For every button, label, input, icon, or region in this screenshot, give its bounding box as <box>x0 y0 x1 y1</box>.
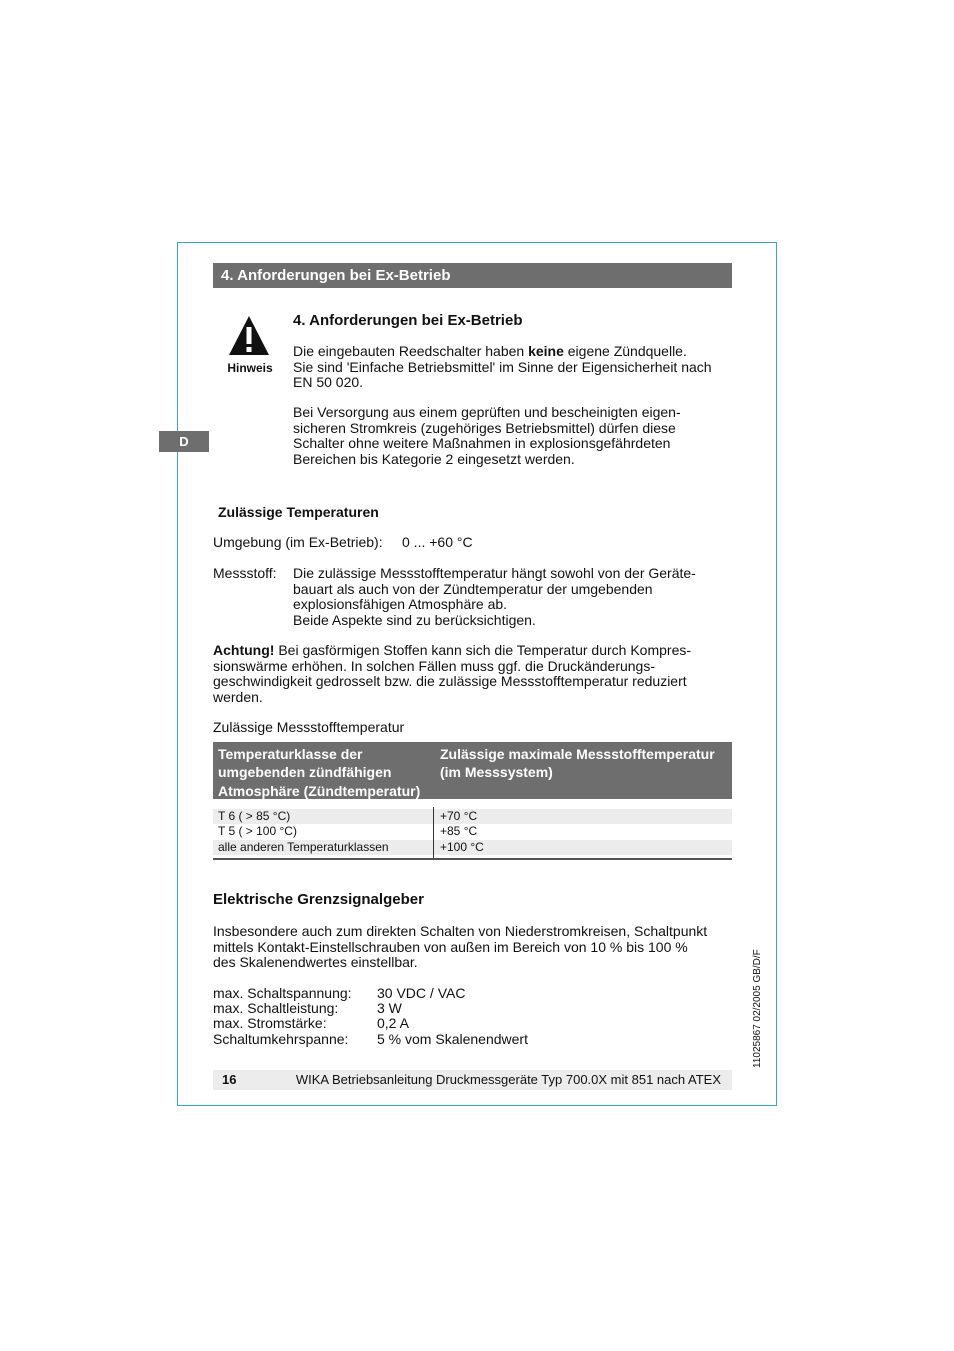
table-column-divider <box>433 807 434 859</box>
medium-text: Die zulässige Messstofftemperatur hängt sowohl von der Geräte- bauart als auch von der Zündtemperatur der umgebenden explosionsfähigen Atmosphäre ab. Beide Aspekte sind zu berücksichtigen. <box>293 565 696 628</box>
warning-icon <box>228 314 270 356</box>
attention-paragraph: Achtung! Bei gasförmigen Stoffen kann sich die Temperatur durch Kompres- sionswärme erhöhen. In solchen Fällen muss ggf. die Druckänderungs- geschwindigkeit gedrosselt bzw. die zulässige Messstofftemperatur reduziert werden. <box>213 642 692 705</box>
table-row: T 5 ( > 100 °C) +85 °C <box>218 824 478 838</box>
table-row: alle anderen Temperaturklassen +100 °C <box>213 840 732 855</box>
section-header: 4. Anforderungen bei Ex-Betrieb <box>213 263 732 288</box>
medium-label: Messstoff: <box>213 565 277 581</box>
table-header <box>213 742 732 799</box>
footer-title: WIKA Betriebsanleitung Druckmessgeräte Typ 700.0X mit 851 nach ATEX <box>295 1072 721 1087</box>
table-caption: Zulässige Messstofftemperatur <box>213 719 405 735</box>
ambient-value: 0 ... +60 °C <box>402 534 473 550</box>
table-bottom-rule <box>213 858 732 860</box>
temps-heading: Zulässige Temperaturen <box>218 504 379 520</box>
hint-paragraph-1: Die eingebauten Reedschalter haben keine eigene Zündquelle. Sie sind 'Einfache Betriebsmittel' im Sinne der Eigensicherheit nach EN 50 020. <box>293 343 712 390</box>
page-number: 16 <box>222 1072 237 1087</box>
hint-label: Hinweis <box>227 361 273 375</box>
table-header-col-class: Temperaturklasse der umgebenden zündfähigen Atmosphäre (Zündtemperatur) <box>218 746 421 799</box>
signal-heading: Elektrische Grenzsignalgeber <box>213 891 424 908</box>
document-code: 11025867 02/2005 GB/D/F <box>752 949 763 1068</box>
ambient-label: Umgebung (im Ex-Betrieb): <box>213 534 383 550</box>
language-tab[interactable]: D <box>159 431 209 452</box>
signal-paragraph: Insbesondere auch zum direkten Schalten von Niederstromkreisen, Schaltpunkt mittels Kontakt-Einstellschrauben von außen im Bereich von 10 % bis 100 % des Skalenendwertes einstellbar. <box>213 923 708 970</box>
page-footer <box>213 1070 732 1090</box>
table-header-col-max: Zulässige maximale Messstofftemperatur (im Messsystem) <box>440 746 715 780</box>
hint-heading: 4. Anforderungen bei Ex-Betrieb <box>293 312 523 329</box>
table-row: T 6 ( > 85 °C) +70 °C <box>213 809 732 824</box>
switch-limits: max. Schaltspannung: 30 VDC / VAC max. Schaltleistung: 3 W max. Stromstärke: 0,2 A Schaltumkehrspanne: 5 % vom Skalenendwert <box>213 985 528 1047</box>
hint-paragraph-2: Bei Versorgung aus einem geprüften und bescheinigten eigen- sicheren Stromkreis (zugehöriges Betriebsmittel) dürfen diese Schalter ohne weitere Maßnahmen in explosionsgefährdeten Bereichen bis Kategorie 2 eingesetzt werden. <box>293 404 681 467</box>
